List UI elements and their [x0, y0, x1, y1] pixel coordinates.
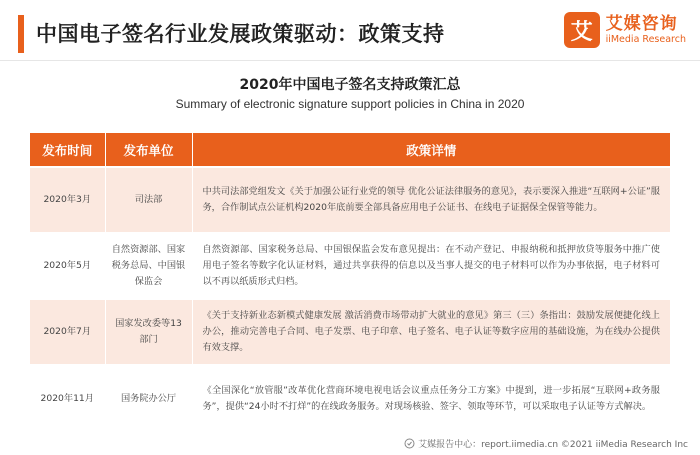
- table-title: 2020年中国电子签名支持政策汇总: [239, 77, 461, 93]
- row-detail: 《关于支持新业态新模式健康发展 激活消费市场带动扩大就业的意见》第三（三）条指出：鼓励发展便捷化线上办公，推动完善电子合同、电子发票、电子印章、电子签名、电子认证等数字应用的基础设施，为在线办公提供有效支撑。: [192, 299, 670, 365]
- table-row: [30, 365, 670, 431]
- logo-name-cn: 艾媒咨询: [605, 14, 678, 34]
- table-subtitle: Summary of electronic signature support policies in China in 2020: [175, 97, 525, 111]
- brand-logo: [564, 12, 686, 48]
- column-header-unit: 发布单位: [105, 133, 192, 167]
- row-unit: 自然资源部、国家税务总局、中国银保监会: [105, 233, 192, 299]
- table-row: [30, 233, 670, 299]
- row-detail: 中共司法部党组发文《关于加强公证行业党的领导 优化公证法律服务的意见》，表示要深入推进“互联网+公证”服务，合作制试点公证机构2020年底前要全部具备应用电子公证书、在线电子证据保全保管等能力。: [192, 167, 670, 233]
- title-divider: [0, 60, 700, 61]
- row-detail: 自然资源部、国家税务总局、中国银保监会发布意见提出：在不动产登记、申报纳税和抵押放贷等服务中推广使用电子签名等数字化认证材料，通过共享获得的信息以及当事人提交的电子材料可以作为办事依据，电子材料可以不再以纸质形式归档。: [192, 233, 670, 299]
- logo-mark-icon: 艾: [564, 12, 600, 48]
- row-date: 2020年3月: [30, 167, 105, 233]
- footer: [404, 437, 688, 450]
- row-date: 2020年11月: [30, 365, 105, 431]
- row-detail: 《全国深化“放管服”改革优化营商环境电视电话会议重点任务分工方案》中提到，进一步拓展“互联网+政务服务”，提供“24小时不打烊”的在线政务服务。对现场核验、签字、领取等环节，可以采取电子认证等方式解决。: [192, 365, 670, 431]
- row-unit: 国务院办公厅: [105, 365, 192, 431]
- table-row: [30, 299, 670, 365]
- row-unit: 国家发改委等13部门: [105, 299, 192, 365]
- report-icon: [404, 438, 415, 449]
- footer-text: 艾媒报告中心：report.iimedia.cn ©2021 iiMedia Research Inc: [418, 440, 688, 450]
- table-row: [30, 167, 670, 233]
- policy-table: [30, 133, 670, 431]
- title-accent-bar: [18, 15, 24, 53]
- column-header-detail: 政策详情: [192, 133, 670, 167]
- page-title: 中国电子签名行业发展政策驱动：政策支持: [36, 22, 445, 46]
- row-date: 2020年5月: [30, 233, 105, 299]
- table-header-row: [30, 133, 670, 167]
- logo-text: [606, 14, 686, 46]
- logo-name-en: iiMedia Research: [605, 34, 686, 45]
- row-unit: 司法部: [105, 167, 192, 233]
- column-header-date: 发布时间: [30, 133, 105, 167]
- row-date: 2020年7月: [30, 299, 105, 365]
